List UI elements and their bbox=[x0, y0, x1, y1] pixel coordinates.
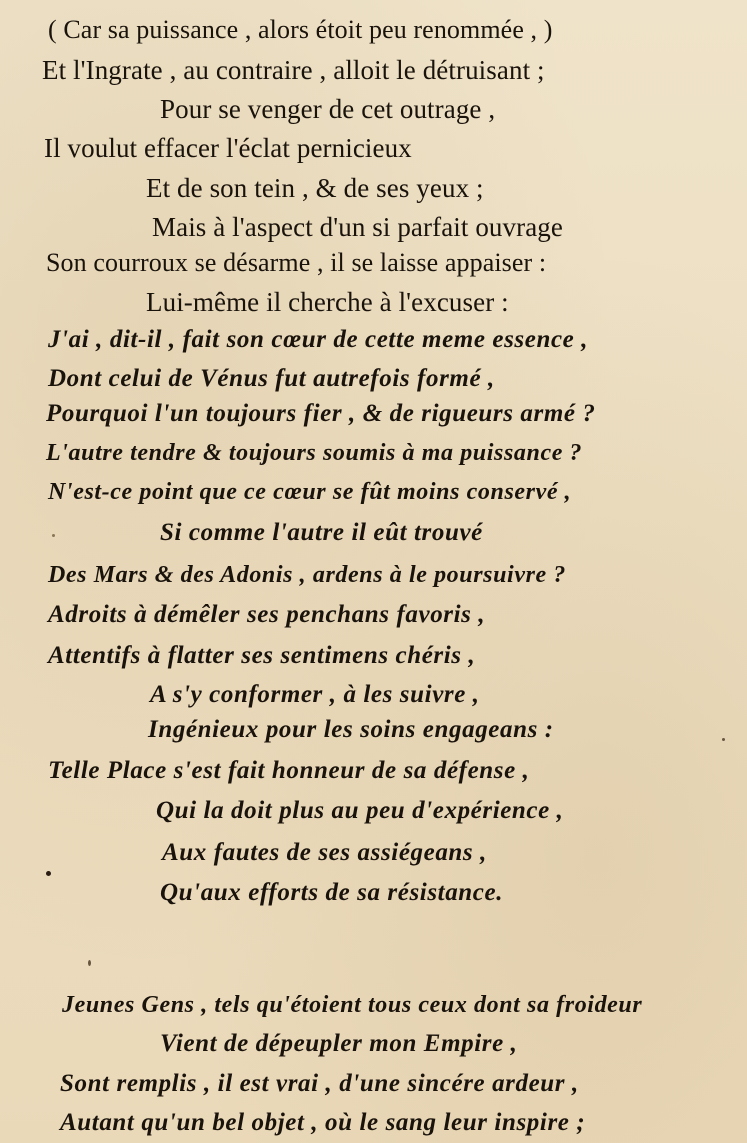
verse-line: Son courroux se désarme , il se laisse appaiser : bbox=[46, 248, 547, 277]
verse-line: N'est-ce point que ce cœur se fût moins conservé , bbox=[48, 479, 572, 505]
verse-line: Si comme l'autre il eût trouvé bbox=[160, 519, 483, 546]
verse-line: Ingénieux pour les soins engageans : bbox=[148, 716, 554, 743]
verse-line: Mais à l'aspect d'un si parfait ouvrage bbox=[152, 212, 563, 242]
verse-line: Adroits à démêler ses penchans favoris , bbox=[48, 601, 486, 628]
verse-line: Autant qu'un bel objet , où le sang leur inspire ; bbox=[60, 1109, 586, 1136]
ink-speck bbox=[52, 534, 55, 537]
verse-line: J'ai , dit-il , fait son cœur de cette meme essence , bbox=[48, 326, 589, 353]
verse-line: Jeunes Gens , tels qu'étoient tous ceux dont sa froideur bbox=[62, 992, 643, 1018]
ink-speck bbox=[46, 871, 51, 876]
verse-line: Lui-même il cherche à l'excuser : bbox=[146, 287, 509, 317]
verse-line: Et l'Ingrate , au contraire , alloit le détruisant ; bbox=[42, 55, 545, 85]
verse-line: Il voulut effacer l'éclat pernicieux bbox=[44, 133, 412, 163]
verse-line: Qui la doit plus au peu d'expérience , bbox=[156, 797, 564, 824]
verse-line: Sont remplis , il est vrai , d'une sincére ardeur , bbox=[60, 1070, 579, 1097]
verse-line: L'autre tendre & toujours soumis à ma puissance ? bbox=[46, 440, 583, 466]
verse-line: Pourquoi l'un toujours fier , & de rigueurs armé ? bbox=[46, 400, 596, 427]
verse-line: Des Mars & des Adonis , ardens à le poursuivre ? bbox=[48, 562, 566, 588]
verse-line: Et de son tein , & de ses yeux ; bbox=[146, 173, 484, 203]
verse-line: Dont celui de Vénus fut autrefois formé , bbox=[48, 365, 495, 392]
ink-speck bbox=[722, 738, 725, 741]
verse-line: Pour se venger de cet outrage , bbox=[160, 94, 496, 124]
verse-line: Attentifs à flatter ses sentimens chéris , bbox=[48, 642, 476, 669]
ink-speck bbox=[88, 960, 91, 966]
verse-line: Vient de dépeupler mon Empire , bbox=[160, 1030, 518, 1057]
verse-line: Qu'aux efforts de sa résistance. bbox=[160, 879, 504, 906]
verse-line: A s'y conformer , à les suivre , bbox=[150, 681, 480, 708]
verse-line: Telle Place s'est fait honneur de sa défense , bbox=[48, 757, 530, 784]
verse-line: Aux fautes de ses assiégeans , bbox=[162, 839, 487, 866]
verse-line: ( Car sa puissance , alors étoit peu renommée , ) bbox=[48, 15, 553, 44]
